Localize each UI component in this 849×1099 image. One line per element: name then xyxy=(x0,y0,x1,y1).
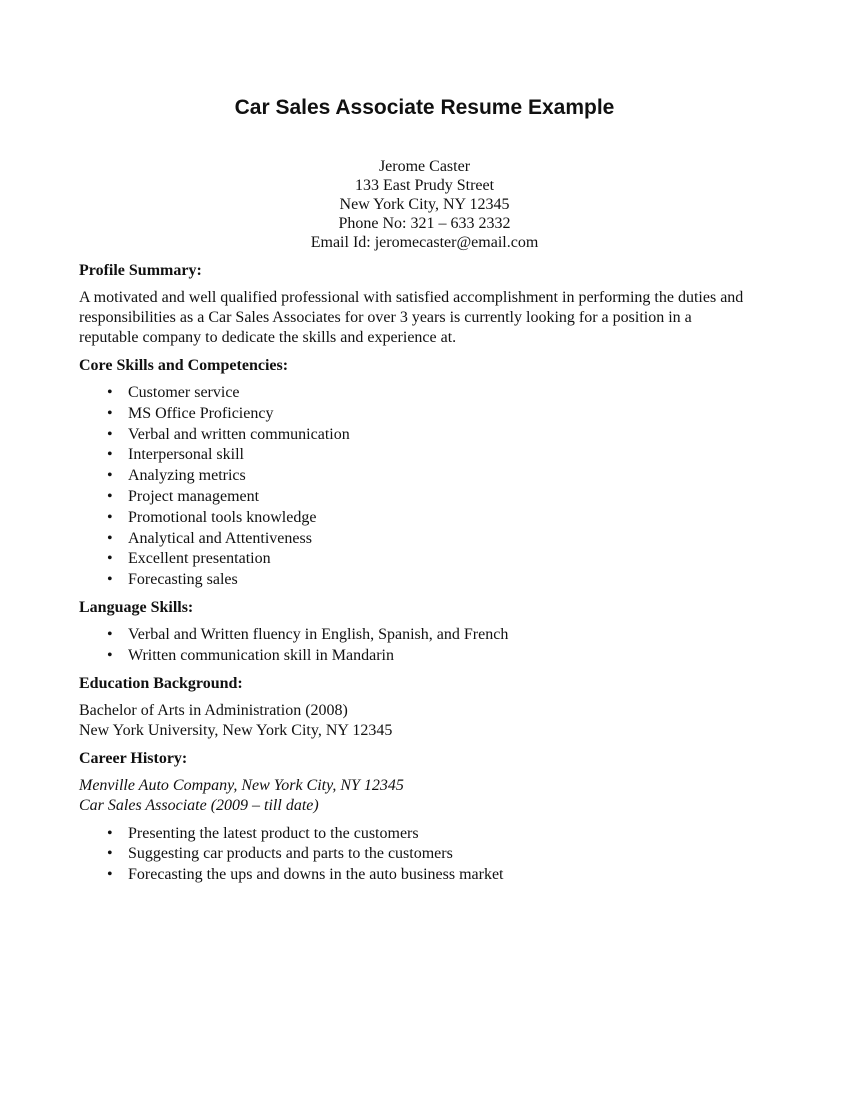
list-item xyxy=(79,824,779,845)
language-skills-heading: Language Skills: xyxy=(79,598,194,616)
list-item-text: Excellent presentation xyxy=(128,550,271,568)
bullet-icon: • xyxy=(107,866,113,884)
profile-summary-heading: Profile Summary: xyxy=(79,262,202,279)
list-item xyxy=(79,844,779,865)
career-employer xyxy=(79,776,779,816)
bullet-icon: • xyxy=(107,571,113,589)
profile-summary-line: responsibilities as a Car Sales Associates for over 3 years is currently looking for a position in a xyxy=(79,309,692,326)
list-item xyxy=(79,425,779,446)
bullet-icon: • xyxy=(107,487,113,505)
list-item-text: MS Office Proficiency xyxy=(128,404,274,422)
list-item-text: Verbal and written communication xyxy=(128,425,350,443)
profile-summary-text xyxy=(79,288,779,348)
bullet-icon: • xyxy=(107,446,113,464)
career-position: Car Sales Associate (2009 – till date) xyxy=(79,796,319,814)
career-history-heading: Career History: xyxy=(79,749,188,767)
core-skills-list xyxy=(79,383,779,591)
career-duties-list xyxy=(79,824,779,886)
profile-summary-line: reputable company to dedicate the skills and experience at. xyxy=(79,329,457,346)
bullet-icon: • xyxy=(107,404,113,422)
list-item xyxy=(79,570,779,591)
career-company: Menville Auto Company, New York City, NY 12345 xyxy=(79,776,404,794)
language-skills-list xyxy=(79,625,779,667)
core-skills-heading: Core Skills and Competencies: xyxy=(79,357,289,374)
list-item xyxy=(79,529,779,550)
bullet-icon: • xyxy=(107,384,113,401)
bullet-icon: • xyxy=(107,550,113,568)
education-heading: Education Background: xyxy=(79,674,243,692)
list-item xyxy=(79,383,779,404)
list-item-text: Customer service xyxy=(128,384,240,401)
page-title: Car Sales Associate Resume Example xyxy=(234,96,615,119)
list-item xyxy=(79,445,779,466)
bullet-icon: • xyxy=(107,625,113,643)
education-degree: Bachelor of Arts in Administration (2008) xyxy=(79,701,348,719)
list-item-text: Project management xyxy=(128,487,260,505)
list-item-text: Written communication skill in Mandarin xyxy=(128,646,394,664)
education-school: New York University, New York City, NY 12345 xyxy=(79,721,393,739)
list-item xyxy=(79,508,779,529)
list-item xyxy=(79,549,779,570)
bullet-icon: • xyxy=(107,845,113,863)
contact-street: 133 East Prudy Street xyxy=(354,177,495,194)
bullet-icon: • xyxy=(107,425,113,443)
bullet-icon: • xyxy=(107,467,113,485)
list-item xyxy=(79,466,779,487)
contact-block xyxy=(0,157,849,252)
bullet-icon: • xyxy=(107,646,113,664)
contact-phone: Phone No: 321 – 633 2332 xyxy=(338,215,511,232)
list-item xyxy=(79,404,779,425)
list-item xyxy=(79,865,779,886)
list-item-text: Presenting the latest product to the customers xyxy=(128,824,419,842)
bullet-icon: • xyxy=(107,529,113,547)
profile-summary-line: A motivated and well qualified professional with satisfied accomplishment in performing the duties and xyxy=(79,289,744,306)
contact-name: Jerome Caster xyxy=(378,158,471,175)
education-text xyxy=(79,701,779,741)
contact-city: New York City, NY 12345 xyxy=(339,196,510,213)
contact-email: Email Id: jeromecaster@email.com xyxy=(310,234,539,251)
resume-content xyxy=(79,261,779,893)
list-item-text: Forecasting the ups and downs in the auto business market xyxy=(128,866,504,884)
list-item xyxy=(79,646,779,667)
bullet-icon: • xyxy=(107,508,113,526)
list-item xyxy=(79,625,779,646)
list-item-text: Verbal and Written fluency in English, Spanish, and French xyxy=(128,625,509,643)
list-item xyxy=(79,487,779,508)
list-item-text: Suggesting car products and parts to the customers xyxy=(128,845,453,863)
list-item-text: Analyzing metrics xyxy=(128,467,246,485)
list-item-text: Forecasting sales xyxy=(128,571,238,589)
bullet-icon: • xyxy=(107,824,113,842)
list-item-text: Promotional tools knowledge xyxy=(128,508,317,526)
list-item-text: Interpersonal skill xyxy=(128,446,244,464)
list-item-text: Analytical and Attentiveness xyxy=(128,529,312,547)
